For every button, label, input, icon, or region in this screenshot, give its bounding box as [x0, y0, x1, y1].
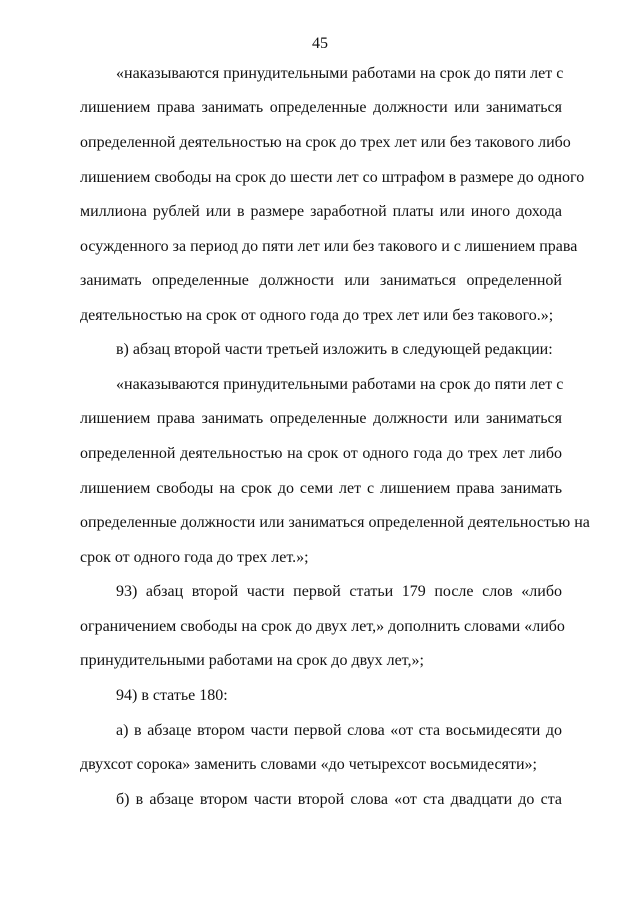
text-line: принудительными работами на срок до двух лет,»; [80, 652, 424, 669]
text-line: занимать определенные должности или заниматься определенной [80, 272, 562, 289]
text-line: деятельностью на срок от одного года до трех лет или без такового.»; [80, 307, 554, 324]
text-line: лишением свободы на срок до шести лет со штрафом в размере до одного [80, 169, 585, 186]
text-line: «наказываются принудительными работами на срок до пяти лет с [116, 65, 564, 82]
text-line: определенные должности или заниматься определенной деятельностью на [80, 514, 590, 531]
text-line: лишением свободы на срок до семи лет с лишением права занимать [80, 480, 562, 497]
text-line: срок от одного года до трех лет.»; [80, 549, 309, 566]
text-line: двухсот сорока» заменить словами «до четырехсот восьмидесяти»; [80, 756, 537, 773]
text-line: лишением права занимать определенные должности или заниматься [80, 410, 562, 427]
page-number: 45 [312, 35, 328, 52]
text-line: определенной деятельностью на срок от одного года до трех лет либо [80, 445, 562, 462]
text-line: миллиона рублей или в размере заработной платы или иного дохода [80, 203, 562, 220]
text-line: в) абзац второй части третьей изложить в следующей редакции: [116, 341, 553, 358]
text-line: а) в абзаце втором части первой слова «от ста восьмидесяти до [116, 722, 562, 739]
text-line: лишением права занимать определенные должности или заниматься [80, 99, 562, 116]
text-line: 93) абзац второй части первой статьи 179 после слов «либо [116, 583, 562, 600]
text-line: 94) в статье 180: [116, 687, 228, 704]
text-line: б) в абзаце втором части второй слова «от ста двадцати до ста [116, 791, 562, 808]
text-line: определенной деятельностью на срок до трех лет или без такового либо [80, 134, 571, 151]
text-line: «наказываются принудительными работами на срок до пяти лет с [116, 376, 564, 393]
text-line: ограничением свободы на срок до двух лет,» дополнить словами «либо [80, 618, 565, 635]
text-line: осужденного за период до пяти лет или без такового и с лишением права [80, 238, 578, 255]
